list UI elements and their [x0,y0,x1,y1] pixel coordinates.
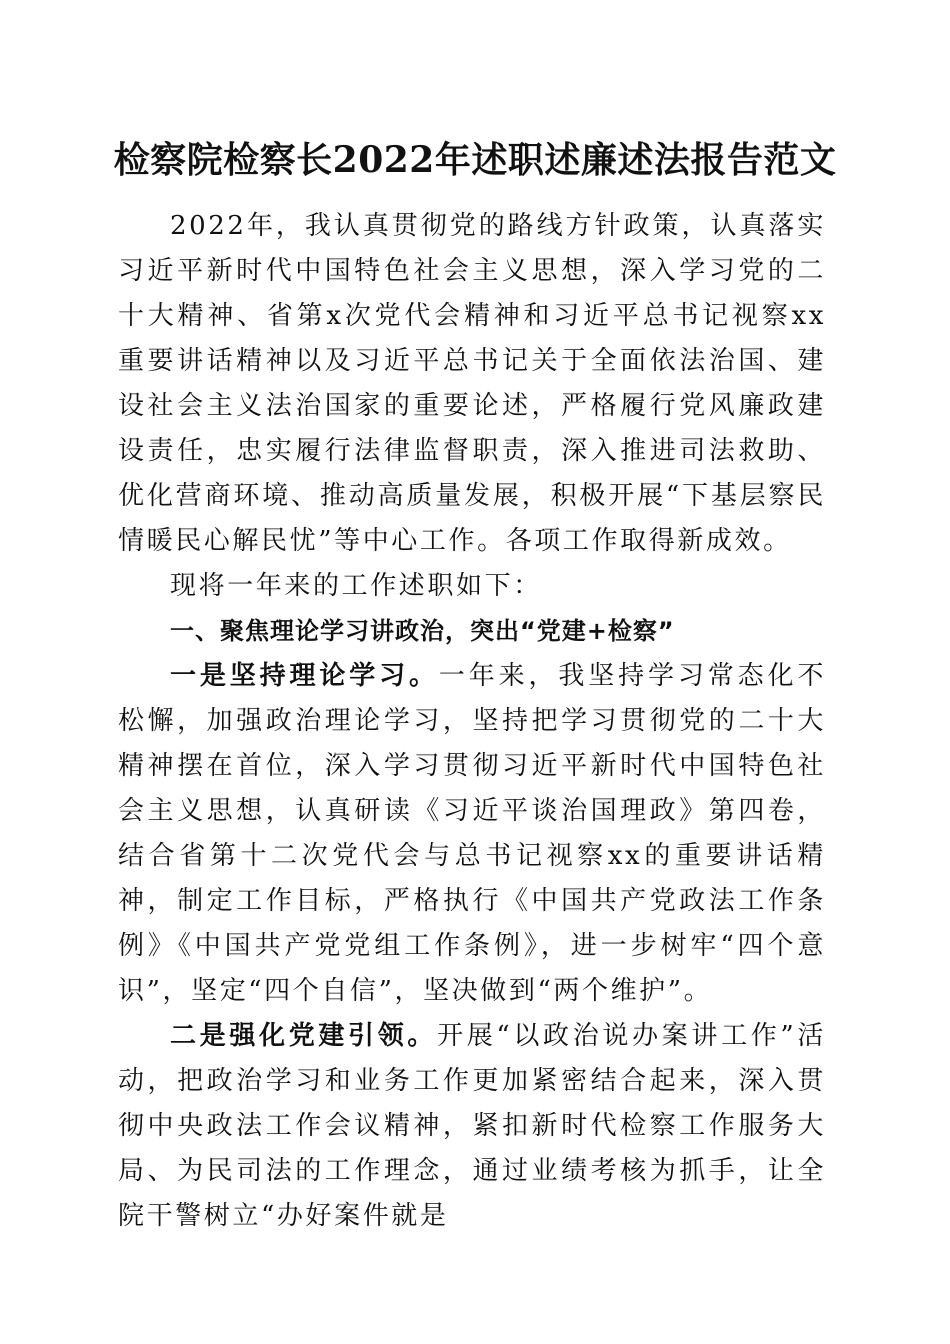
paragraph-text: 一年来，我坚持学习常态化不松懈，加强政治理论学习，坚持把学习贯彻党的二十大精神摆在首位，深入学习贯彻习近平新时代中国特色社会主义思想，认真研读《习近平谈治国理政》第四卷，结合省第十二次党代会与总书记视察xx的重要讲话精神，制定工作目标，严格执行《中国共产党政法工作条例》《中国共产党党组工作条例》，进一步树牢“四个意识”，坚定“四个自信”，坚决做到“两个维护”。 [118,661,826,1006]
document-title: 检察院检察长2022年述职述廉述法报告范文 [113,139,837,181]
paragraph-text: 开展“以政治说办案讲工作”活动，把政治学习和业务工作更加紧密结合起来，深入贯彻中央政法工作会议精神，紧扣新时代检察工作服务大局、为民司法的工作理念，通过业绩考核为抓手，让全院干警树立“办好案件就是 [118,1021,826,1231]
paragraph-intro [118,204,826,564]
paragraph-lead: 一是坚持理论学习。 [170,661,439,691]
paragraph-text: 现将一年来的工作述职如下： [170,571,542,601]
paragraph-party-building [118,1014,826,1239]
paragraph-transition [118,564,826,609]
paragraph-lead: 二是强化党建引领。 [170,1021,438,1051]
paragraph-text: 2022年，我认真贯彻党的路线方针政策，认真落实习近平新时代中国特色社会主义思想，深入学习党的二十大精神、省第x次党代会精神和习近平总书记视察xx重要讲话精神以及习近平总书记关于全面依法治国、建设社会主义法治国家的重要论述，严格履行党风廉政建设责任，忠实履行法律监督职责，深入推进司法救助、优化营商环境、推动高质量发展，积极开展“下基层察民情暖民心解民忧”等中心工作。各项工作取得新成效。 [118,211,826,556]
section-heading: 一、聚焦理论学习讲政治，突出“党建+检察” [170,617,675,645]
document-body [118,204,826,1239]
paragraph-theory-study [118,654,826,1014]
